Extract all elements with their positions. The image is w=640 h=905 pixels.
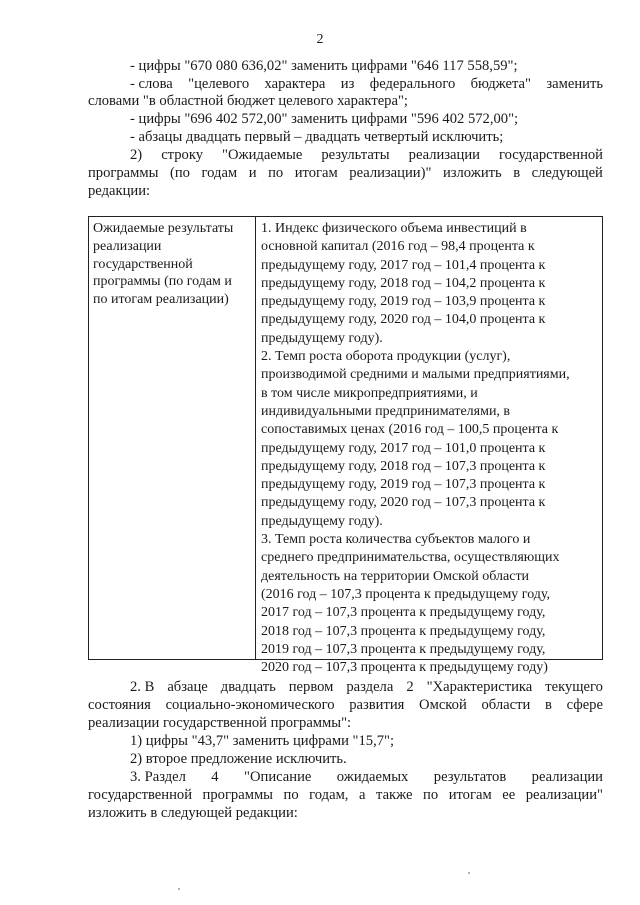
word: программы <box>202 787 273 803</box>
word: бюджета" <box>470 76 531 92</box>
word: сфере <box>566 697 603 713</box>
right-cell-line: предыдущему году, 2020 год – 104,0 процента к <box>261 312 546 328</box>
word: также <box>376 787 413 803</box>
text-line-paragraphs: - абзацы двадцать первый – двадцать четвертый исключить; <box>130 129 504 145</box>
word: годам, <box>309 787 349 803</box>
scan-speck <box>178 888 180 890</box>
right-cell-line: основной капитал (2016 год – 98,4 процента к <box>261 239 535 255</box>
right-cell-line: 2018 год – 107,3 процента к предыдущему году, <box>261 623 546 639</box>
word: ожидаемых <box>336 769 409 785</box>
text-line-item-2-b <box>88 165 603 182</box>
right-cell-line: 2017 год – 107,3 процента к предыдущему году, <box>261 605 546 621</box>
text-line-item-2-c: редакции: <box>88 183 151 199</box>
right-cell-line: предыдущему году, 2019 год – 103,9 процента к <box>261 294 546 310</box>
right-cell-line: среднего предпринимательства, осуществляющих <box>261 550 560 566</box>
word: "Характеристика <box>426 679 533 695</box>
word: области <box>481 697 531 713</box>
right-cell-line: 2020 год – 107,3 процента к предыдущему году) <box>261 660 548 676</box>
word: состояния <box>88 697 151 713</box>
word: итогам <box>294 165 338 181</box>
word: государственной <box>88 787 193 803</box>
left-cell-line: Ожидаемые результаты <box>93 221 234 236</box>
right-cell-line: сопоставимых ценах (2016 год – 100,5 процента к <box>261 422 559 438</box>
text-line-section-4-c: изложить в следующей редакции: <box>88 805 298 821</box>
word: и <box>248 165 257 181</box>
text-line-section-2-a <box>130 679 603 696</box>
word: результатов <box>433 769 507 785</box>
word: из <box>340 76 355 92</box>
word: в <box>544 697 552 713</box>
word: реализации)" <box>349 165 432 181</box>
right-cell-line: предыдущему году). <box>261 513 383 529</box>
left-cell-line: программы (по годам и <box>93 274 232 290</box>
text-line-sentence: 2) второе предложение исключить. <box>130 751 347 767</box>
right-cell-line: деятельность на территории Омской области <box>261 568 530 584</box>
right-cell-line: 3. Темп роста количества субъектов малого и <box>261 532 531 548</box>
word: в <box>513 165 521 181</box>
word: результаты <box>321 147 390 163</box>
word: социально-экономического <box>165 697 335 713</box>
scan-speck <box>468 872 470 874</box>
word: 2) <box>130 147 143 163</box>
text-line-section-4-a <box>130 769 603 786</box>
results-table <box>88 216 603 676</box>
right-cell-line: 1. Индекс физического объема инвестиций в <box>261 221 527 236</box>
left-cell-line: реализации <box>93 238 162 254</box>
word: следующей <box>531 165 603 181</box>
text-line-digits-2: - цифры "696 402 572,00" заменить цифрами "596 402 572,00"; <box>130 111 519 127</box>
right-cell-line: производимой средними и малыми предприятиями, <box>261 367 570 383</box>
word: "Описание <box>244 769 312 785</box>
table-right-cell <box>261 220 599 677</box>
text-line-section-2-b <box>88 697 603 714</box>
word: ее <box>502 787 516 803</box>
right-cell-line: предыдущему году, 2019 год – 107,3 процента к <box>261 477 546 493</box>
left-cell-line: государственной <box>93 256 193 272</box>
word: по <box>283 787 299 803</box>
word: заменить <box>546 76 603 92</box>
word: по <box>268 165 284 181</box>
right-cell-line: 2. Темп роста оборота продукции (услуг), <box>261 349 511 365</box>
text-line-section-4-b <box>88 787 603 804</box>
word: изложить <box>442 165 502 181</box>
word: характера <box>264 76 326 92</box>
word: реализации <box>408 147 480 163</box>
word: двадцать <box>220 679 276 695</box>
word: "целевого <box>188 76 250 92</box>
word: развития <box>349 697 405 713</box>
word: (по <box>170 165 190 181</box>
right-cell-line: предыдущему году, 2018 год – 104,2 процента к <box>261 275 546 291</box>
word: "Ожидаемые <box>222 147 303 163</box>
right-cell-line: предыдущему году, 2020 год – 107,3 процента к <box>261 495 546 511</box>
right-cell-line: предыдущему году, 2018 год – 107,3 процента к <box>261 458 546 474</box>
left-cell-line: по итогам реализации) <box>93 292 229 308</box>
right-cell-line: предыдущему году, 2017 год – 101,4 процента к <box>261 257 546 273</box>
word: итогам <box>448 787 492 803</box>
word: Омской <box>419 697 467 713</box>
word: 4 <box>211 769 219 785</box>
word: реализации" <box>525 787 603 803</box>
word: по <box>423 787 439 803</box>
right-cell-line: в том числе микропредприятиями, и <box>261 385 478 401</box>
right-cell-line: предыдущему году, 2017 год – 101,0 процента к <box>261 440 546 456</box>
word: годам <box>201 165 238 181</box>
right-cell-line: (2016 год – 107,3 процента к предыдущему году, <box>261 586 551 602</box>
table-divider <box>255 217 256 659</box>
text-line-digits-3: 1) цифры "43,7" заменить цифрами "15,7"; <box>130 733 395 749</box>
page-number: 2 <box>316 32 324 47</box>
word: 2 <box>406 679 414 695</box>
word: 2. В <box>130 679 155 695</box>
text-line-words-2: словами "в областной бюджет целевого характера"; <box>88 93 408 109</box>
right-cell-line: предыдущему году). <box>261 330 383 346</box>
word: государственной <box>498 147 603 163</box>
word: раздела <box>346 679 394 695</box>
right-cell-line: индивидуальными предпринимателями, в <box>261 403 511 419</box>
table-left-cell <box>93 220 253 309</box>
word: - слова <box>130 76 173 92</box>
text-line-item-2-a <box>130 147 603 164</box>
text-line-digits-1: - цифры "670 080 636,02" заменить цифрами "646 117 558,59"; <box>130 58 518 74</box>
word: текущего <box>545 679 603 695</box>
word: строку <box>161 147 203 163</box>
text-line-section-2-c: реализации государственной программы": <box>88 715 352 731</box>
word: федерального <box>369 76 456 92</box>
word: абзаце <box>167 679 208 695</box>
word: первом <box>288 679 334 695</box>
word: 3. Раздел <box>130 769 186 785</box>
word: программы <box>88 165 159 181</box>
right-cell-line: 2019 год – 107,3 процента к предыдущему году, <box>261 641 546 657</box>
text-line-words-1 <box>130 76 603 93</box>
word: реализации <box>531 769 603 785</box>
word: а <box>359 787 366 803</box>
